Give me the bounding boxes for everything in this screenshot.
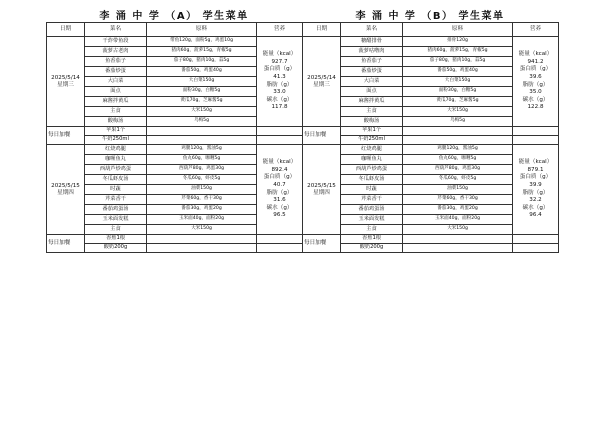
- dish-name: 番茄鸡蛋汤: [85, 205, 147, 215]
- dish-name: 芹菜香干: [341, 195, 403, 205]
- ingredient-list: 猪肉60g，菠萝15g，青椒5g: [147, 47, 257, 57]
- empty-cell: [147, 127, 257, 136]
- nutrition-line: 能量（kcal）: [262, 159, 297, 166]
- nutrition-line: 蛋白质（g）: [263, 174, 296, 181]
- snack-label: 每日加餐: [303, 235, 341, 253]
- dish-name: 面点: [341, 87, 403, 97]
- nutrition-line: 蛋白质（g）: [263, 66, 296, 73]
- snack-row: [303, 136, 559, 145]
- dish-name: 番茄鸡蛋汤: [341, 205, 403, 215]
- dish-name: 面点: [85, 87, 147, 97]
- date-text: 2025/5/14: [307, 74, 336, 81]
- ingredient-list: 黄瓜70g，芝麻酱5g: [147, 97, 257, 107]
- menu-row: [47, 37, 303, 47]
- menu-table-a: [46, 22, 303, 253]
- dish-name: 玉米面发糕: [341, 215, 403, 225]
- snack-row: [47, 244, 303, 253]
- header-row: [47, 23, 303, 37]
- empty-cell: [257, 127, 303, 136]
- ingredient-list: 芹菜60g，香干30g: [147, 195, 257, 205]
- empty-cell: [257, 136, 303, 145]
- nutrition-cell: [257, 37, 303, 127]
- date-text: 2025/5/15: [307, 182, 336, 189]
- nutrition-line: 脂肪（g）: [522, 81, 549, 88]
- day-block-a-1: [47, 145, 303, 235]
- ingredient-list: 鸡腿120g，酱油5g: [147, 145, 257, 155]
- ingredient-list: 乌梅5g: [403, 117, 513, 127]
- meal-block-a-1: [47, 235, 303, 253]
- menu-title-a: 李 涌 中 学 （A） 学生菜单: [99, 11, 249, 22]
- dish-name: 番茄炒蛋: [85, 67, 147, 77]
- dish-name: 西葫芦炒鸡蛋: [341, 165, 403, 175]
- ingredient-list: 面粉30g，白糖5g: [403, 87, 513, 97]
- empty-cell: [147, 244, 257, 253]
- empty-cell: [403, 127, 513, 136]
- ingredient-list: 冬瓜60g，虾皮5g: [403, 175, 513, 185]
- nutrition-line: 碳水（g）: [522, 204, 549, 211]
- date-cell: [303, 145, 341, 235]
- snack-item: 苹果1个: [341, 127, 403, 136]
- header-nutrition: 营养: [257, 23, 303, 37]
- ingredient-list: 大米150g: [147, 107, 257, 117]
- day-block-b-0: [303, 37, 559, 127]
- nutrition-line: 96.5: [273, 212, 286, 219]
- dish-name: 麻酱拌黄瓜: [341, 97, 403, 107]
- dish-name: 菠萝古老肉: [85, 47, 147, 57]
- dish-name: 玉米面发糕: [85, 215, 147, 225]
- empty-cell: [513, 136, 559, 145]
- nutrition-line: 能量（kcal）: [518, 159, 553, 166]
- nutrition-line: 39.9: [529, 181, 542, 188]
- snack-row: [303, 235, 559, 244]
- header-ingredients: 原料: [403, 23, 513, 37]
- dish-name: 咖喱鱼丸: [85, 155, 147, 165]
- empty-cell: [147, 136, 257, 145]
- header-date: 日期: [47, 23, 85, 37]
- ingredient-list: 西葫芦80g，鸡蛋30g: [147, 165, 257, 175]
- empty-cell: [403, 244, 513, 253]
- nutrition-line: 脂肪（g）: [522, 189, 549, 196]
- snack-item: 酸奶200g: [341, 244, 403, 253]
- ingredient-list: 芹菜60g，香干30g: [403, 195, 513, 205]
- day-block-b-1: [303, 145, 559, 235]
- dish-name: 大白菜: [341, 77, 403, 87]
- nutrition-line: 117.8: [271, 104, 288, 111]
- nutrition-line: 脂肪（g）: [266, 189, 293, 196]
- snack-row: [47, 136, 303, 145]
- meal-block-b-0: [303, 127, 559, 145]
- dish-name: 冬瓜虾皮汤: [85, 175, 147, 185]
- nutrition-line: 碳水（g）: [522, 96, 549, 103]
- nutrition-line: 碳水（g）: [266, 96, 293, 103]
- dish-name: 干炸带鱼段: [85, 37, 147, 47]
- nutrition-line: 32.2: [529, 197, 542, 204]
- date-cell: [47, 37, 85, 127]
- nutrition-line: 33.0: [273, 89, 286, 96]
- menu-panel-a: [46, 11, 302, 253]
- nutrition-line: 40.7: [273, 181, 286, 188]
- date-text: 2025/5/15: [51, 182, 80, 189]
- ingredient-list: 黄瓜70g，芝麻酱5g: [403, 97, 513, 107]
- empty-cell: [513, 244, 559, 253]
- dish-name: 酸梅汤: [85, 117, 147, 127]
- ingredient-list: 鸡腿120g，酱油5g: [403, 145, 513, 155]
- dish-name: 主食: [85, 225, 147, 235]
- ingredient-list: 茄子80g，猪肉10g，蒜5g: [147, 57, 257, 67]
- nutrition-line: 41.3: [273, 73, 286, 80]
- dish-name: 麻酱拌黄瓜: [85, 97, 147, 107]
- nutrition-line: 879.1: [527, 166, 544, 173]
- nutrition-line: 927.7: [271, 58, 288, 65]
- meal-block-b-1: [303, 235, 559, 253]
- empty-cell: [257, 235, 303, 244]
- menu-table-b: [302, 22, 559, 253]
- dish-name: 酸梅汤: [341, 117, 403, 127]
- ingredient-list: 番茄30g，鸡蛋20g: [403, 205, 513, 215]
- dish-name: 主食: [341, 225, 403, 235]
- ingredient-list: 番茄50g，鸡蛋40g: [147, 67, 257, 77]
- date-cell: [303, 37, 341, 127]
- empty-cell: [403, 235, 513, 244]
- ingredient-list: 乌梅5g: [147, 117, 257, 127]
- nutrition-cell: [257, 145, 303, 235]
- snack-label: 每日加餐: [47, 235, 85, 253]
- nutrition-line: 脂肪（g）: [266, 81, 293, 88]
- day-block-a-0: [47, 37, 303, 127]
- dish-name: 鱼香茄子: [341, 57, 403, 67]
- snack-row: [47, 235, 303, 244]
- snack-item: 酸奶200g: [85, 244, 147, 253]
- ingredient-list: 面粉30g，白糖5g: [147, 87, 257, 97]
- header-row: [303, 23, 559, 37]
- nutrition-cell: [513, 37, 559, 127]
- nutrition-line: 31.6: [273, 197, 286, 204]
- dish-name: 番茄炒蛋: [341, 67, 403, 77]
- menu-panel-b: [302, 11, 558, 253]
- snack-row: [47, 127, 303, 136]
- snack-label: 每日加餐: [303, 127, 341, 145]
- empty-cell: [257, 244, 303, 253]
- menu-row: [47, 145, 303, 155]
- menu-row: [303, 37, 559, 47]
- ingredient-list: 冬瓜60g，虾皮5g: [147, 175, 257, 185]
- dish-name: 咖喱鱼丸: [341, 155, 403, 165]
- header-dish: 菜名: [85, 23, 147, 37]
- nutrition-line: 122.8: [527, 104, 544, 111]
- header-nutrition: 营养: [513, 23, 559, 37]
- dish-name: 大白菜: [85, 77, 147, 87]
- ingredient-list: 茄子80g，猪肉10g，蒜5g: [403, 57, 513, 67]
- nutrition-line: 39.6: [529, 73, 542, 80]
- snack-item: 苹果1个: [85, 127, 147, 136]
- meal-block-a-0: [47, 127, 303, 145]
- dish-name: 芹菜香干: [85, 195, 147, 205]
- snack-label: 每日加餐: [47, 127, 85, 145]
- ingredient-list: 番茄50g，鸡蛋40g: [403, 67, 513, 77]
- snack-row: [303, 127, 559, 136]
- nutrition-line: 35.0: [529, 89, 542, 96]
- nutrition-line: 892.4: [271, 166, 288, 173]
- nutrition-line: 能量（kcal）: [518, 51, 553, 58]
- ingredient-list: 鱼丸60g，咖喱5g: [403, 155, 513, 165]
- snack-item: 牛奶250ml: [341, 136, 403, 145]
- ingredient-list: 排骨120g: [403, 37, 513, 47]
- snack-item: 牛奶250ml: [85, 136, 147, 145]
- date-cell: [47, 145, 85, 235]
- dish-name: 鱼香茄子: [85, 57, 147, 67]
- snack-item: 香蕉1根: [85, 235, 147, 244]
- ingredient-list: 带鱼120g，面粉5g，鸡蛋10g: [147, 37, 257, 47]
- dish-name: 时蔬: [85, 185, 147, 195]
- nutrition-line: 96.4: [529, 212, 542, 219]
- nutrition-cell: [513, 145, 559, 235]
- dish-name: 西葫芦炒鸡蛋: [85, 165, 147, 175]
- snack-row: [303, 244, 559, 253]
- ingredient-list: 油菜150g: [403, 185, 513, 195]
- empty-cell: [403, 136, 513, 145]
- nutrition-line: 碳水（g）: [266, 204, 293, 211]
- ingredient-list: 鱼丸60g，咖喱5g: [147, 155, 257, 165]
- ingredient-list: 玉米面40g，面粉20g: [147, 215, 257, 225]
- empty-cell: [513, 235, 559, 244]
- empty-cell: [147, 235, 257, 244]
- snack-item: 香蕉1根: [341, 235, 403, 244]
- ingredient-list: 大白菜150g: [403, 77, 513, 87]
- dish-name: 主食: [341, 107, 403, 117]
- nutrition-line: 蛋白质（g）: [519, 66, 552, 73]
- dish-name: 冬瓜虾皮汤: [341, 175, 403, 185]
- dish-name: 时蔬: [341, 185, 403, 195]
- header-date: 日期: [303, 23, 341, 37]
- header-ingredients: 原料: [147, 23, 257, 37]
- ingredient-list: 大米150g: [403, 107, 513, 117]
- ingredient-list: 番茄30g，鸡蛋20g: [147, 205, 257, 215]
- nutrition-line: 941.2: [527, 58, 544, 65]
- weekday-text: 星期四: [313, 189, 330, 196]
- menu-row: [303, 145, 559, 155]
- dish-name: 糖醋排骨: [341, 37, 403, 47]
- nutrition-line: 蛋白质（g）: [519, 174, 552, 181]
- ingredient-list: 玉米面40g，面粉20g: [403, 215, 513, 225]
- date-text: 2025/5/14: [51, 74, 80, 81]
- weekday-text: 星期四: [57, 189, 74, 196]
- ingredient-list: 油菜150g: [147, 185, 257, 195]
- dish-name: 红烧鸡腿: [85, 145, 147, 155]
- ingredient-list: 大白菜150g: [147, 77, 257, 87]
- empty-cell: [513, 127, 559, 136]
- ingredient-list: 大米150g: [403, 225, 513, 235]
- weekday-text: 星期三: [313, 81, 330, 88]
- ingredient-list: 西葫芦80g，鸡蛋30g: [403, 165, 513, 175]
- weekday-text: 星期三: [57, 81, 74, 88]
- dish-name: 红烧鸡腿: [341, 145, 403, 155]
- dish-name: 菠萝咕噜肉: [341, 47, 403, 57]
- menu-title-b: 李 涌 中 学 （B） 学生菜单: [355, 11, 505, 22]
- ingredient-list: 猪肉60g，菠萝15g，青椒5g: [403, 47, 513, 57]
- header-dish: 菜名: [341, 23, 403, 37]
- dish-name: 主食: [85, 107, 147, 117]
- ingredient-list: 大米150g: [147, 225, 257, 235]
- nutrition-line: 能量（kcal）: [262, 51, 297, 58]
